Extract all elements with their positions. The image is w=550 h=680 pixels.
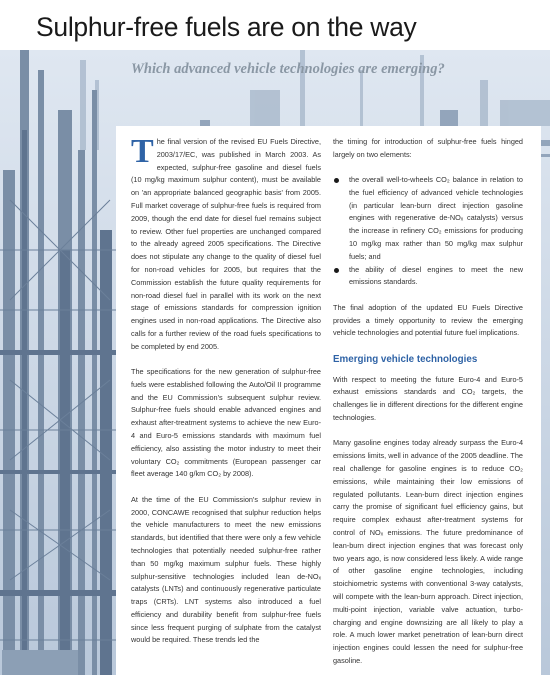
paragraph-intro (131, 133, 321, 354)
bullet-list (333, 174, 523, 289)
bullet-icon (334, 268, 339, 273)
list-item (333, 174, 523, 264)
paragraph-specifications: The specifications for the new generation of sulphur-free fuels were established following the Auto/Oil II programme and the EU Commission's subsequent sulphur review. Sulphur-free fuels should enable advanced engines and exhaust after-treatment systems to achieve the new Euro-4 and Euro-5 emissions standards with maximum fuel efficiency, also assisting the motor industry to meet their voluntary CO₂ commitments (European passenger car fleet average 140 g/km CO₂ by 2008). (131, 367, 321, 479)
paragraph-sulphur-review: At the time of the EU Commission's sulphur review in 2000, CONCAWE recognised that sulphur reduction helps the vehicle manufacturers to meet the new emissions standards, but identified that there were only a few vehicle technologies that potentially needed sulphur-free rather than 50 mg/kg maximum sulphur fuels. These highly sulphur-sensitive technologies included lean de-NOₓ catalysts (LNTs) and continuously regenerative particulate traps (CRTs). LNT systems also introduced a fuel efficiency and durability benefit from sulphur-free fuels since less frequent purging of sulphate from the catalyst would be required. These trends led the (131, 494, 321, 645)
list-item (333, 264, 523, 290)
text-column-1 (131, 133, 321, 660)
page-title: Sulphur-free fuels are on the way (36, 12, 417, 42)
subtitle: Which advanced vehicle technologies are emerging? (131, 61, 445, 77)
section-heading: Emerging vehicle technologies (333, 353, 478, 365)
bullet-icon (334, 178, 339, 183)
paragraph-adoption: The final adoption of the updated EU Fuels Directive provides a timely opportunity to review the emerging vehicle technologies and potential future fuel implications. (333, 302, 523, 338)
paragraph-intro-text: he final version of the revised EU Fuels Directive, 2003/17/EC, was published in March 2003. As expected, sulphur-free gasoline and diesel fuels (10 mg/kg maximum sulphur content), must be available on 'an appropriate balanced geographic basis' from 2005. Full market coverage of sulphur-free fuels is required from 2009, though the end date for diesel fuel remains subject to review. Other fuel properties are unchanged compared to the already agreed 2005 specifications. The Directive does not stipulate any change to the quality of diesel fuel for non-road vehicles for 2005, but requires that the Commission establish the future quality requirements for non-road diesel fuel in parallel with its work on the next stage of emissions standards for compression ignition engines used in non-road applications. The Directive also calls for a further review of the road fuels specifications to be completed by end 2005. (131, 137, 321, 351)
paragraph-timing: the timing for introduction of sulphur-free fuels hinged largely on two elements: (333, 137, 523, 159)
list-item-text: the overall well-to-wheels CO₂ balance in relation to the fuel efficiency of advanced vehicle technologies (in particular lean-burn direct injection gasoline engines with regenerative de-NOₓ catalysts) versus the increase in refinery CO₂ emissions for producing 10 mg/kg max rather than 50 mg/kg max sulphur fuels; and (349, 175, 523, 261)
list-item-text: the ability of diesel engines to meet the new emissions standards. (349, 264, 523, 287)
paragraph-respect: With respect to meeting the future Euro-4 and Euro-5 exhaust emissions standards and CO₂ targets, the challenges lie in different directions for the different engine technologies. (333, 374, 523, 423)
drop-cap: T (131, 133, 154, 170)
text-column-2 (333, 136, 523, 680)
paragraph-gasoline: Many gasoline engines today already surpass the Euro-4 emissions limits, well in advance of the 2005 deadline. The real challenge for gasoline engines is to reduce CO₂ emissions, while maintaining their low emissions of regulated pollutants. Lean-burn direct injection engines carry the promise of significant fuel efficiency gains, but require complex exhaust after-treatment systems for control of NOₓ emissions. The future predominance of lean-burn direct injection engines that was forecast only two years ago, is now considered less likely. A wide range of other gasoline engine technologies, including stoichiometric systems with conventional 3-way catalysts, will compete with the lean-burn approach. Direct injection, multi-point injection, variable valve actuation, turbo-charging and engine downsizing are all likely to play a role. A much lower market penetration of lean-burn direct injection engines could lessen the need for sulphur-free gasoline. (333, 438, 523, 665)
